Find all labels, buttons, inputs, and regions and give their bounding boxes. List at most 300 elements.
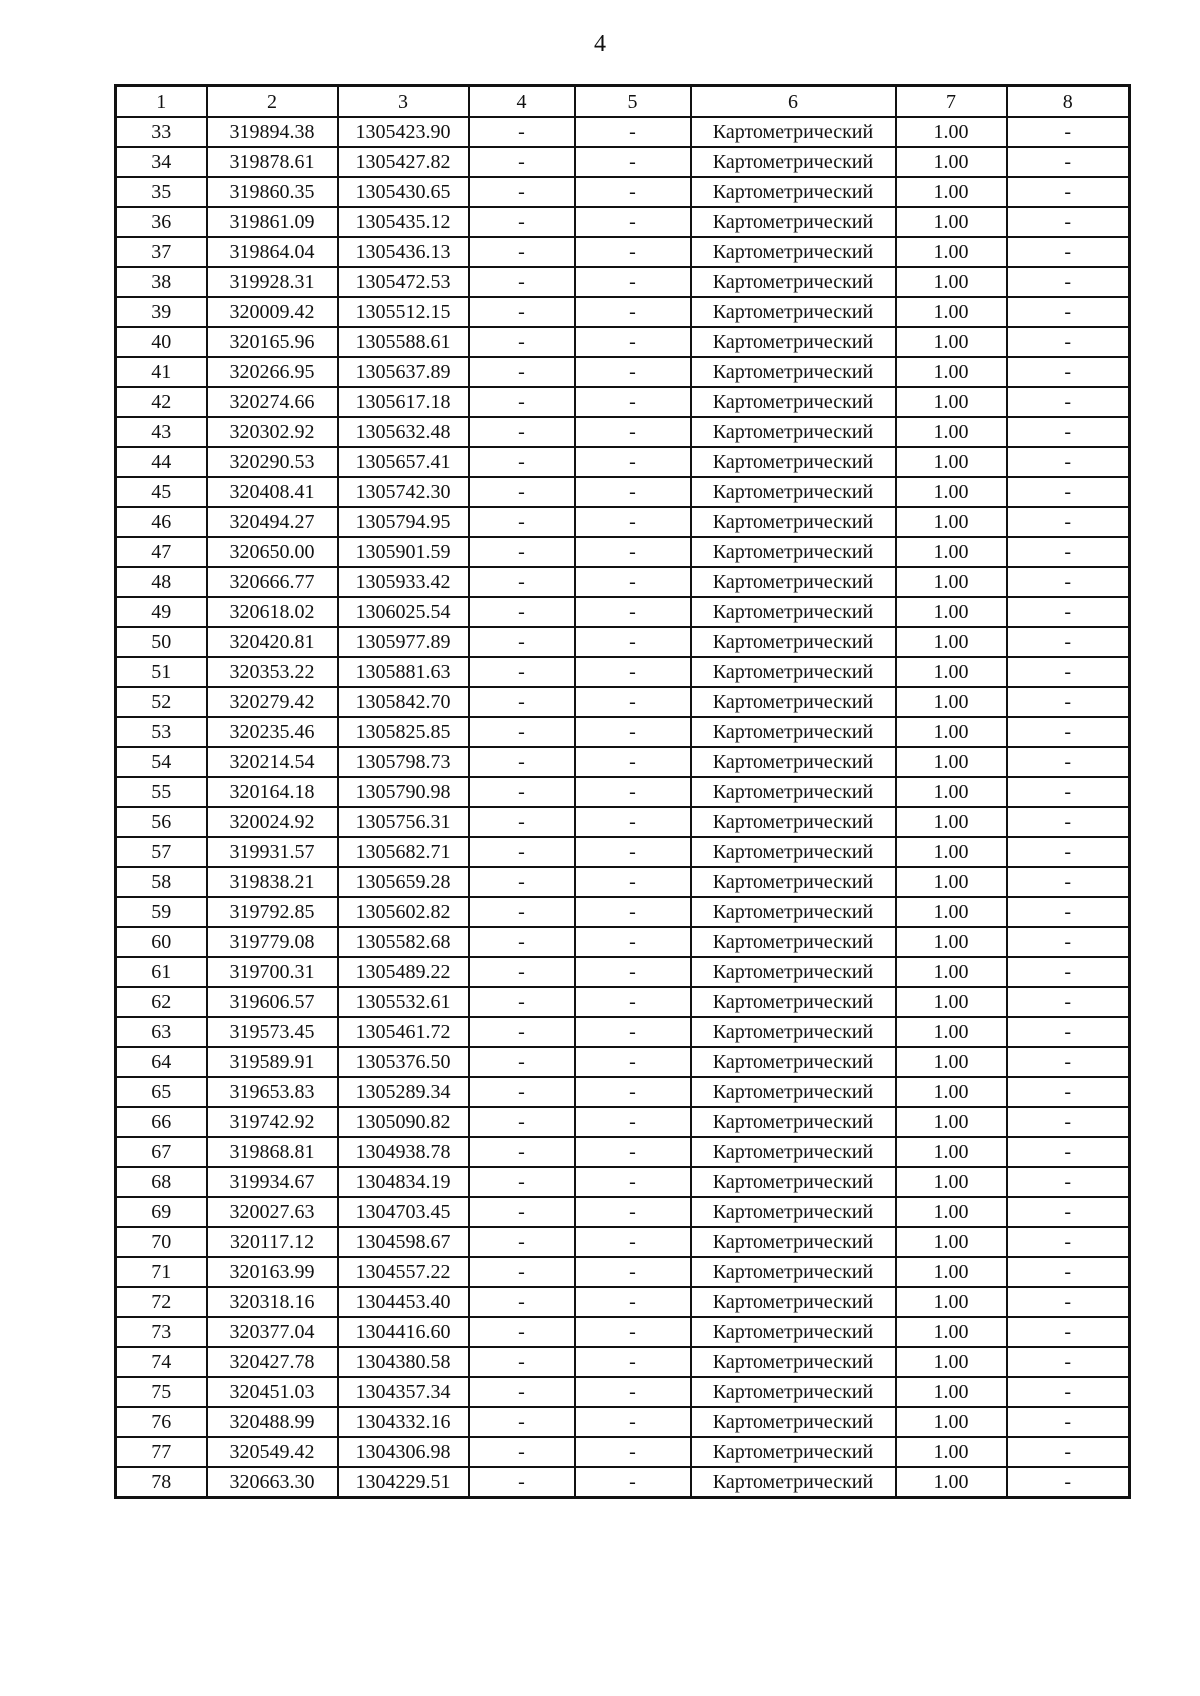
- table-row: [116, 657, 1130, 687]
- y-coordinate-cell: 1305423.90: [338, 117, 469, 147]
- table-row: [116, 837, 1130, 867]
- y-coordinate-cell: 1305632.48: [338, 417, 469, 447]
- method-cell: Картометрический: [691, 1407, 896, 1437]
- table-row: [116, 807, 1130, 837]
- column-5-cell: -: [575, 1137, 691, 1167]
- column-4-cell: -: [469, 147, 575, 177]
- accuracy-cell: 1.00: [896, 897, 1007, 927]
- column-5-cell: -: [575, 447, 691, 477]
- column-5-cell: -: [575, 777, 691, 807]
- column-5-cell: -: [575, 1437, 691, 1467]
- y-coordinate-cell: 1305472.53: [338, 267, 469, 297]
- column-4-cell: -: [469, 1047, 575, 1077]
- y-coordinate-cell: 1304703.45: [338, 1197, 469, 1227]
- column-5-cell: -: [575, 1287, 691, 1317]
- point-number-cell: 42: [116, 387, 207, 417]
- column-4-cell: -: [469, 117, 575, 147]
- column-8-cell: -: [1007, 387, 1130, 417]
- x-coordinate-cell: 320377.04: [207, 1317, 338, 1347]
- table-row: [116, 297, 1130, 327]
- column-8-cell: -: [1007, 1107, 1130, 1137]
- y-coordinate-cell: 1305657.41: [338, 447, 469, 477]
- column-4-cell: -: [469, 1407, 575, 1437]
- method-cell: Картометрический: [691, 927, 896, 957]
- column-8-cell: -: [1007, 1227, 1130, 1257]
- method-cell: Картометрический: [691, 117, 896, 147]
- x-coordinate-cell: 319931.57: [207, 837, 338, 867]
- x-coordinate-cell: 320165.96: [207, 327, 338, 357]
- column-header: 2: [207, 86, 338, 118]
- x-coordinate-cell: 320666.77: [207, 567, 338, 597]
- y-coordinate-cell: 1304332.16: [338, 1407, 469, 1437]
- column-5-cell: -: [575, 267, 691, 297]
- column-4-cell: -: [469, 357, 575, 387]
- accuracy-cell: 1.00: [896, 267, 1007, 297]
- y-coordinate-cell: 1305790.98: [338, 777, 469, 807]
- x-coordinate-cell: 320420.81: [207, 627, 338, 657]
- column-4-cell: -: [469, 897, 575, 927]
- column-4-cell: -: [469, 687, 575, 717]
- method-cell: Картометрический: [691, 147, 896, 177]
- point-number-cell: 37: [116, 237, 207, 267]
- accuracy-cell: 1.00: [896, 627, 1007, 657]
- point-number-cell: 34: [116, 147, 207, 177]
- point-number-cell: 33: [116, 117, 207, 147]
- column-4-cell: -: [469, 627, 575, 657]
- column-8-cell: -: [1007, 687, 1130, 717]
- x-coordinate-cell: 320494.27: [207, 507, 338, 537]
- column-8-cell: -: [1007, 717, 1130, 747]
- column-8-cell: -: [1007, 777, 1130, 807]
- y-coordinate-cell: 1304380.58: [338, 1347, 469, 1377]
- x-coordinate-cell: 320290.53: [207, 447, 338, 477]
- column-5-cell: -: [575, 747, 691, 777]
- column-4-cell: -: [469, 507, 575, 537]
- column-4-cell: -: [469, 807, 575, 837]
- x-coordinate-cell: 319742.92: [207, 1107, 338, 1137]
- column-4-cell: -: [469, 717, 575, 747]
- table-row: [116, 507, 1130, 537]
- accuracy-cell: 1.00: [896, 297, 1007, 327]
- y-coordinate-cell: 1304416.60: [338, 1317, 469, 1347]
- column-4-cell: -: [469, 1317, 575, 1347]
- column-8-cell: -: [1007, 1287, 1130, 1317]
- column-4-cell: -: [469, 267, 575, 297]
- accuracy-cell: 1.00: [896, 1437, 1007, 1467]
- table-row: [116, 1407, 1130, 1437]
- x-coordinate-cell: 319868.81: [207, 1137, 338, 1167]
- method-cell: Картометрический: [691, 867, 896, 897]
- method-cell: Картометрический: [691, 327, 896, 357]
- method-cell: Картометрический: [691, 1227, 896, 1257]
- column-8-cell: -: [1007, 957, 1130, 987]
- point-number-cell: 65: [116, 1077, 207, 1107]
- point-number-cell: 67: [116, 1137, 207, 1167]
- point-number-cell: 62: [116, 987, 207, 1017]
- point-number-cell: 39: [116, 297, 207, 327]
- y-coordinate-cell: 1305588.61: [338, 327, 469, 357]
- method-cell: Картометрический: [691, 837, 896, 867]
- column-header: 4: [469, 86, 575, 118]
- column-5-cell: -: [575, 717, 691, 747]
- column-5-cell: -: [575, 1107, 691, 1137]
- table-row: [116, 717, 1130, 747]
- method-cell: Картометрический: [691, 177, 896, 207]
- column-8-cell: -: [1007, 1017, 1130, 1047]
- x-coordinate-cell: 320266.95: [207, 357, 338, 387]
- accuracy-cell: 1.00: [896, 807, 1007, 837]
- method-cell: Картометрический: [691, 1107, 896, 1137]
- accuracy-cell: 1.00: [896, 717, 1007, 747]
- point-number-cell: 70: [116, 1227, 207, 1257]
- table-row: [116, 567, 1130, 597]
- y-coordinate-cell: 1305532.61: [338, 987, 469, 1017]
- point-number-cell: 44: [116, 447, 207, 477]
- accuracy-cell: 1.00: [896, 1407, 1007, 1437]
- y-coordinate-cell: 1305825.85: [338, 717, 469, 747]
- x-coordinate-cell: 320164.18: [207, 777, 338, 807]
- x-coordinate-cell: 319894.38: [207, 117, 338, 147]
- point-number-cell: 49: [116, 597, 207, 627]
- accuracy-cell: 1.00: [896, 357, 1007, 387]
- accuracy-cell: 1.00: [896, 1167, 1007, 1197]
- y-coordinate-cell: 1305430.65: [338, 177, 469, 207]
- column-5-cell: -: [575, 237, 691, 267]
- table-row: [116, 1347, 1130, 1377]
- table-row: [116, 147, 1130, 177]
- column-4-cell: -: [469, 1257, 575, 1287]
- table-row: [116, 867, 1130, 897]
- column-5-cell: -: [575, 627, 691, 657]
- accuracy-cell: 1.00: [896, 1377, 1007, 1407]
- column-8-cell: -: [1007, 1377, 1130, 1407]
- column-8-cell: -: [1007, 537, 1130, 567]
- column-4-cell: -: [469, 927, 575, 957]
- column-8-cell: -: [1007, 807, 1130, 837]
- method-cell: Картометрический: [691, 777, 896, 807]
- accuracy-cell: 1.00: [896, 417, 1007, 447]
- column-8-cell: -: [1007, 177, 1130, 207]
- column-header: 6: [691, 86, 896, 118]
- point-number-cell: 52: [116, 687, 207, 717]
- method-cell: Картометрический: [691, 1437, 896, 1467]
- coordinates-table: [114, 84, 1131, 1499]
- point-number-cell: 46: [116, 507, 207, 537]
- column-8-cell: -: [1007, 237, 1130, 267]
- accuracy-cell: 1.00: [896, 567, 1007, 597]
- y-coordinate-cell: 1305756.31: [338, 807, 469, 837]
- column-4-cell: -: [469, 297, 575, 327]
- y-coordinate-cell: 1305582.68: [338, 927, 469, 957]
- accuracy-cell: 1.00: [896, 1467, 1007, 1498]
- column-4-cell: -: [469, 1197, 575, 1227]
- point-number-cell: 50: [116, 627, 207, 657]
- accuracy-cell: 1.00: [896, 687, 1007, 717]
- column-5-cell: -: [575, 567, 691, 597]
- column-5-cell: -: [575, 1467, 691, 1498]
- point-number-cell: 74: [116, 1347, 207, 1377]
- y-coordinate-cell: 1305289.34: [338, 1077, 469, 1107]
- table-row: [116, 117, 1130, 147]
- method-cell: Картометрический: [691, 627, 896, 657]
- method-cell: Картометрический: [691, 447, 896, 477]
- method-cell: Картометрический: [691, 537, 896, 567]
- y-coordinate-cell: 1304357.34: [338, 1377, 469, 1407]
- y-coordinate-cell: 1305881.63: [338, 657, 469, 687]
- table-row: [116, 267, 1130, 297]
- column-4-cell: -: [469, 1227, 575, 1257]
- x-coordinate-cell: 319589.91: [207, 1047, 338, 1077]
- accuracy-cell: 1.00: [896, 1017, 1007, 1047]
- column-8-cell: -: [1007, 1347, 1130, 1377]
- table-row: [116, 1437, 1130, 1467]
- accuracy-cell: 1.00: [896, 387, 1007, 417]
- column-5-cell: -: [575, 867, 691, 897]
- column-8-cell: -: [1007, 1197, 1130, 1227]
- x-coordinate-cell: 320663.30: [207, 1467, 338, 1498]
- x-coordinate-cell: 320302.92: [207, 417, 338, 447]
- x-coordinate-cell: 320549.42: [207, 1437, 338, 1467]
- table-row: [116, 1047, 1130, 1077]
- table-row: [116, 1467, 1130, 1498]
- accuracy-cell: 1.00: [896, 777, 1007, 807]
- accuracy-cell: 1.00: [896, 237, 1007, 267]
- y-coordinate-cell: 1304938.78: [338, 1137, 469, 1167]
- column-4-cell: -: [469, 477, 575, 507]
- column-4-cell: -: [469, 867, 575, 897]
- column-5-cell: -: [575, 1227, 691, 1257]
- table-row: [116, 1287, 1130, 1317]
- column-8-cell: -: [1007, 1167, 1130, 1197]
- column-header: 3: [338, 86, 469, 118]
- table-row: [116, 1107, 1130, 1137]
- column-4-cell: -: [469, 447, 575, 477]
- accuracy-cell: 1.00: [896, 747, 1007, 777]
- table-row: [116, 177, 1130, 207]
- column-4-cell: -: [469, 1017, 575, 1047]
- column-8-cell: -: [1007, 837, 1130, 867]
- point-number-cell: 47: [116, 537, 207, 567]
- method-cell: Картометрический: [691, 1467, 896, 1498]
- column-8-cell: -: [1007, 477, 1130, 507]
- table-row: [116, 447, 1130, 477]
- method-cell: Картометрический: [691, 897, 896, 927]
- column-8-cell: -: [1007, 507, 1130, 537]
- point-number-cell: 63: [116, 1017, 207, 1047]
- accuracy-cell: 1.00: [896, 477, 1007, 507]
- column-5-cell: -: [575, 1347, 691, 1377]
- method-cell: Картометрический: [691, 657, 896, 687]
- column-8-cell: -: [1007, 1077, 1130, 1107]
- column-8-cell: -: [1007, 867, 1130, 897]
- x-coordinate-cell: 320235.46: [207, 717, 338, 747]
- point-number-cell: 41: [116, 357, 207, 387]
- column-5-cell: -: [575, 897, 691, 927]
- point-number-cell: 72: [116, 1287, 207, 1317]
- column-5-cell: -: [575, 837, 691, 867]
- method-cell: Картометрический: [691, 1017, 896, 1047]
- column-4-cell: -: [469, 327, 575, 357]
- method-cell: Картометрический: [691, 687, 896, 717]
- x-coordinate-cell: 320274.66: [207, 387, 338, 417]
- accuracy-cell: 1.00: [896, 207, 1007, 237]
- y-coordinate-cell: 1305435.12: [338, 207, 469, 237]
- table-row: [116, 897, 1130, 927]
- point-number-cell: 68: [116, 1167, 207, 1197]
- x-coordinate-cell: 320009.42: [207, 297, 338, 327]
- method-cell: Картометрический: [691, 957, 896, 987]
- table-row: [116, 1077, 1130, 1107]
- x-coordinate-cell: 320618.02: [207, 597, 338, 627]
- accuracy-cell: 1.00: [896, 147, 1007, 177]
- x-coordinate-cell: 320451.03: [207, 1377, 338, 1407]
- table-row: [116, 417, 1130, 447]
- table-row: [116, 627, 1130, 657]
- method-cell: Картометрический: [691, 1377, 896, 1407]
- column-5-cell: -: [575, 957, 691, 987]
- method-cell: Картометрический: [691, 267, 896, 297]
- column-5-cell: -: [575, 1377, 691, 1407]
- column-8-cell: -: [1007, 297, 1130, 327]
- column-header: 5: [575, 86, 691, 118]
- column-8-cell: -: [1007, 597, 1130, 627]
- x-coordinate-cell: 319779.08: [207, 927, 338, 957]
- x-coordinate-cell: 319700.31: [207, 957, 338, 987]
- accuracy-cell: 1.00: [896, 957, 1007, 987]
- column-5-cell: -: [575, 327, 691, 357]
- method-cell: Картометрический: [691, 747, 896, 777]
- column-5-cell: -: [575, 1197, 691, 1227]
- accuracy-cell: 1.00: [896, 1227, 1007, 1257]
- column-5-cell: -: [575, 1047, 691, 1077]
- column-4-cell: -: [469, 957, 575, 987]
- column-4-cell: -: [469, 1167, 575, 1197]
- point-number-cell: 69: [116, 1197, 207, 1227]
- column-5-cell: -: [575, 357, 691, 387]
- column-4-cell: -: [469, 1467, 575, 1498]
- column-4-cell: -: [469, 177, 575, 207]
- x-coordinate-cell: 320408.41: [207, 477, 338, 507]
- y-coordinate-cell: 1304598.67: [338, 1227, 469, 1257]
- table-row: [116, 1377, 1130, 1407]
- column-8-cell: -: [1007, 417, 1130, 447]
- point-number-cell: 35: [116, 177, 207, 207]
- column-4-cell: -: [469, 1347, 575, 1377]
- y-coordinate-cell: 1305933.42: [338, 567, 469, 597]
- method-cell: Картометрический: [691, 1317, 896, 1347]
- column-8-cell: -: [1007, 627, 1130, 657]
- table-row: [116, 777, 1130, 807]
- table-row: [116, 687, 1130, 717]
- accuracy-cell: 1.00: [896, 657, 1007, 687]
- column-5-cell: -: [575, 1167, 691, 1197]
- column-8-cell: -: [1007, 1317, 1130, 1347]
- column-5-cell: -: [575, 1317, 691, 1347]
- table-row: [116, 597, 1130, 627]
- table-row: [116, 1257, 1130, 1287]
- column-4-cell: -: [469, 237, 575, 267]
- column-8-cell: -: [1007, 897, 1130, 927]
- point-number-cell: 77: [116, 1437, 207, 1467]
- accuracy-cell: 1.00: [896, 177, 1007, 207]
- x-coordinate-cell: 319838.21: [207, 867, 338, 897]
- column-8-cell: -: [1007, 327, 1130, 357]
- accuracy-cell: 1.00: [896, 447, 1007, 477]
- column-8-cell: -: [1007, 267, 1130, 297]
- column-8-cell: -: [1007, 747, 1130, 777]
- x-coordinate-cell: 320650.00: [207, 537, 338, 567]
- column-5-cell: -: [575, 1257, 691, 1287]
- x-coordinate-cell: 320427.78: [207, 1347, 338, 1377]
- accuracy-cell: 1.00: [896, 1107, 1007, 1137]
- method-cell: Картометрический: [691, 807, 896, 837]
- x-coordinate-cell: 319861.09: [207, 207, 338, 237]
- x-coordinate-cell: 320353.22: [207, 657, 338, 687]
- y-coordinate-cell: 1305617.18: [338, 387, 469, 417]
- point-number-cell: 54: [116, 747, 207, 777]
- column-header: 8: [1007, 86, 1130, 118]
- y-coordinate-cell: 1305637.89: [338, 357, 469, 387]
- accuracy-cell: 1.00: [896, 117, 1007, 147]
- table-row: [116, 477, 1130, 507]
- x-coordinate-cell: 320027.63: [207, 1197, 338, 1227]
- y-coordinate-cell: 1305376.50: [338, 1047, 469, 1077]
- x-coordinate-cell: 320024.92: [207, 807, 338, 837]
- point-number-cell: 71: [116, 1257, 207, 1287]
- method-cell: Картометрический: [691, 1137, 896, 1167]
- column-4-cell: -: [469, 987, 575, 1017]
- table-row: [116, 207, 1130, 237]
- point-number-cell: 56: [116, 807, 207, 837]
- x-coordinate-cell: 320279.42: [207, 687, 338, 717]
- y-coordinate-cell: 1304834.19: [338, 1167, 469, 1197]
- point-number-cell: 38: [116, 267, 207, 297]
- column-5-cell: -: [575, 927, 691, 957]
- point-number-cell: 76: [116, 1407, 207, 1437]
- x-coordinate-cell: 319864.04: [207, 237, 338, 267]
- column-5-cell: -: [575, 1407, 691, 1437]
- y-coordinate-cell: 1305602.82: [338, 897, 469, 927]
- method-cell: Картометрический: [691, 717, 896, 747]
- y-coordinate-cell: 1305742.30: [338, 477, 469, 507]
- point-number-cell: 73: [116, 1317, 207, 1347]
- accuracy-cell: 1.00: [896, 537, 1007, 567]
- accuracy-cell: 1.00: [896, 507, 1007, 537]
- table-row: [116, 357, 1130, 387]
- column-4-cell: -: [469, 537, 575, 567]
- column-4-cell: -: [469, 417, 575, 447]
- point-number-cell: 75: [116, 1377, 207, 1407]
- method-cell: Картометрический: [691, 1347, 896, 1377]
- column-5-cell: -: [575, 657, 691, 687]
- column-4-cell: -: [469, 567, 575, 597]
- table-row: [116, 927, 1130, 957]
- column-5-cell: -: [575, 537, 691, 567]
- y-coordinate-cell: 1305489.22: [338, 957, 469, 987]
- table-row: [116, 1017, 1130, 1047]
- point-number-cell: 40: [116, 327, 207, 357]
- y-coordinate-cell: 1305427.82: [338, 147, 469, 177]
- accuracy-cell: 1.00: [896, 1257, 1007, 1287]
- point-number-cell: 60: [116, 927, 207, 957]
- y-coordinate-cell: 1304453.40: [338, 1287, 469, 1317]
- table-row: [116, 1167, 1130, 1197]
- column-4-cell: -: [469, 1377, 575, 1407]
- table-header-row: [116, 86, 1130, 118]
- point-number-cell: 78: [116, 1467, 207, 1498]
- x-coordinate-cell: 320163.99: [207, 1257, 338, 1287]
- column-8-cell: -: [1007, 207, 1130, 237]
